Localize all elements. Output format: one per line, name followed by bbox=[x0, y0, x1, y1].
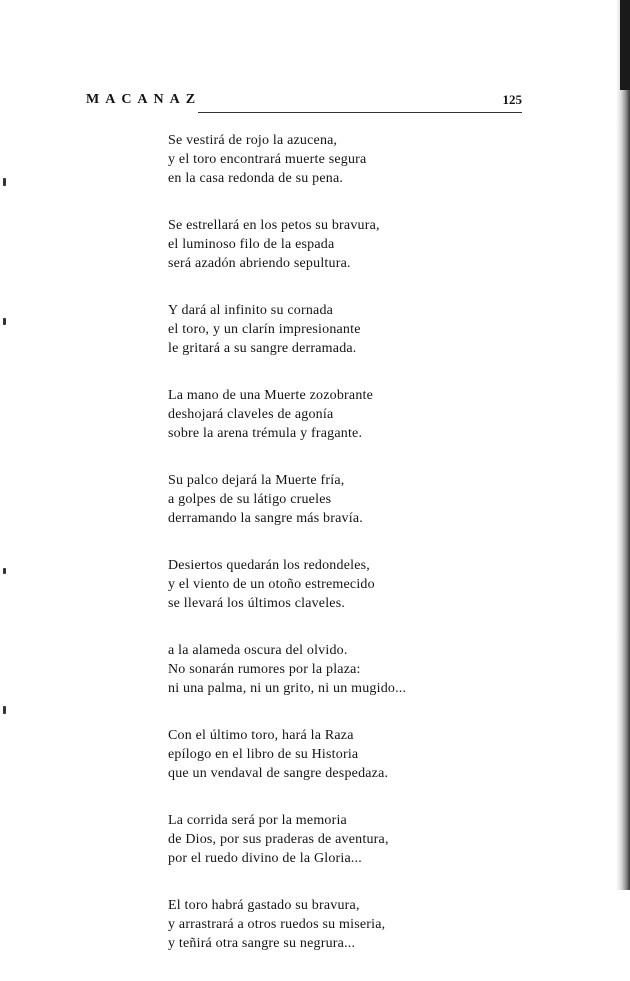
poem-line: Su palco dejará la Muerte fría, bbox=[168, 473, 345, 488]
poem-line: No sonarán rumores por la plaza: bbox=[168, 662, 361, 677]
poem-line: y teñirá otra sangre su negrura... bbox=[168, 936, 356, 951]
stanza bbox=[168, 811, 468, 868]
poem-line: a la alameda oscura del olvido. bbox=[168, 643, 348, 658]
scan-edge-shadow bbox=[616, 0, 630, 890]
page-number: 125 bbox=[502, 92, 522, 107]
stanza bbox=[168, 896, 468, 953]
poem-line: será azadón abriendo sepultura. bbox=[168, 256, 351, 271]
poem-line: de Dios, por sus praderas de aventura, bbox=[168, 832, 389, 847]
poem-line: derramando la sangre más bravía. bbox=[168, 511, 363, 526]
scan-speck bbox=[3, 178, 6, 186]
stanza bbox=[168, 471, 468, 528]
poem-line: Desiertos quedarán los redondeles, bbox=[168, 558, 370, 573]
poem-line: El toro habrá gastado su bravura, bbox=[168, 898, 360, 913]
poem-line: en la casa redonda de su pena. bbox=[168, 171, 344, 186]
poem-line: se llevará los últimos claveles. bbox=[168, 596, 346, 611]
header-rule bbox=[198, 112, 522, 113]
poem-line: le gritará a su sangre derramada. bbox=[168, 341, 357, 356]
stanza bbox=[168, 641, 468, 698]
page-header bbox=[86, 92, 522, 116]
poem-line: el luminoso filo de la espada bbox=[168, 237, 335, 252]
poem-line: epílogo en el libro de su Historia bbox=[168, 747, 359, 762]
stanza bbox=[168, 216, 468, 273]
poem bbox=[168, 131, 468, 981]
poem-line: La corrida será por la memoria bbox=[168, 813, 347, 828]
scan-speck bbox=[3, 568, 6, 574]
scan-speck bbox=[3, 706, 6, 714]
running-title: MACANAZ bbox=[86, 92, 202, 107]
stanza bbox=[168, 386, 468, 443]
poem-line: Se vestirá de rojo la azucena, bbox=[168, 133, 338, 148]
poem-line: a golpes de su látigo crueles bbox=[168, 492, 332, 507]
stanza bbox=[168, 726, 468, 783]
poem-line: y arrastrará a otros ruedos su miseria, bbox=[168, 917, 386, 932]
stanza bbox=[168, 556, 468, 613]
poem-line: deshojará claveles de agonía bbox=[168, 407, 334, 422]
poem-line: que un vendaval de sangre despedaza. bbox=[168, 766, 389, 781]
poem-line: La mano de una Muerte zozobrante bbox=[168, 388, 374, 403]
stanza bbox=[168, 131, 468, 188]
poem-line: Y dará al infinito su cornada bbox=[168, 303, 334, 318]
poem-line: por el ruedo divino de la Gloria... bbox=[168, 851, 363, 866]
poem-line: sobre la arena trémula y fragante. bbox=[168, 426, 363, 441]
poem-line: Se estrellará en los petos su bravura, bbox=[168, 218, 380, 233]
scan-edge-dark-corner bbox=[620, 0, 630, 90]
poem-line: y el viento de un otoño estremecido bbox=[168, 577, 375, 592]
poem-line: el toro, y un clarín impresionante bbox=[168, 322, 361, 337]
poem-line: ni una palma, ni un grito, ni un mugido... bbox=[168, 681, 407, 696]
scan-speck bbox=[3, 318, 6, 325]
poem-line: Con el último toro, hará la Raza bbox=[168, 728, 354, 743]
poem-line: y el toro encontrará muerte segura bbox=[168, 152, 367, 167]
stanza bbox=[168, 301, 468, 358]
